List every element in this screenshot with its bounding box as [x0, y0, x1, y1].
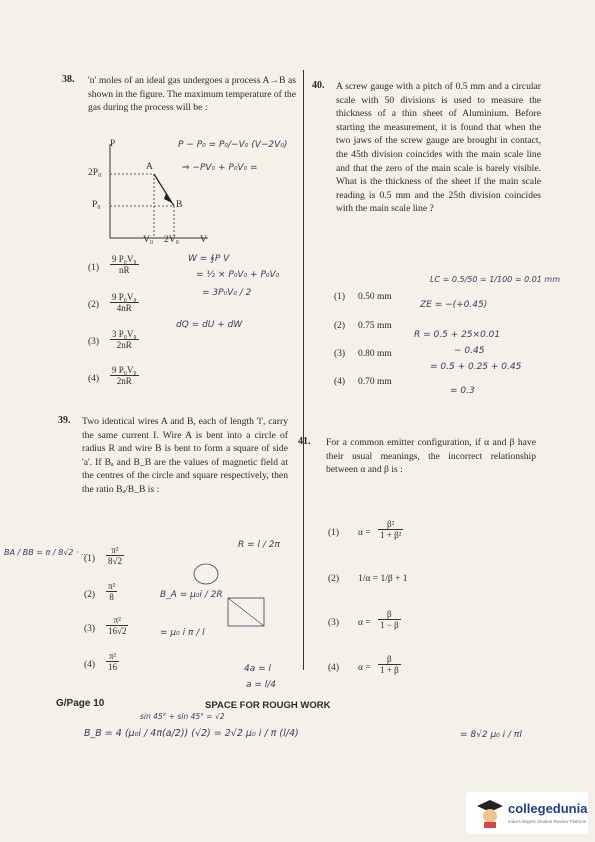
- column-divider: [303, 70, 304, 670]
- q38-opt1-value: $\frac{\text{9 P₀V₀}}{nR}$: [112, 254, 137, 275]
- hw-line-18: B_B = 4 (μ₀i / 4π(a/2)) (√2) = 2√2 μ₀ i / π (l/4): [84, 728, 299, 739]
- q41-opt3-lhs: α =: [358, 618, 371, 628]
- q39-opt1-value: $\frac{\text{π²}}{8√2}$: [108, 545, 122, 566]
- graph-xlabel: V: [200, 235, 207, 245]
- q38-opt1-label: (1): [88, 263, 100, 273]
- brand-tagline: India's largest Student Review Platform: [508, 819, 587, 824]
- hw-margin: BA / BB = π / 8√2 · ...: [4, 548, 89, 557]
- q38-opt3-label: (3): [88, 337, 100, 347]
- q39-opt4-label: (4): [84, 660, 96, 670]
- q41-opt4-lhs: α =: [358, 663, 371, 673]
- q38-text: 'n' moles of an ideal gas undergoes a process A→B as shown in the figure. The maximum temperature of the gas during the process will be :: [88, 75, 296, 114]
- q40-opt3-value: 0.80 mm: [358, 349, 392, 359]
- collegedunia-badge: [466, 792, 588, 834]
- hw-line-14: B_A = μ₀i / 2R: [160, 590, 223, 600]
- graph-ylabel: P: [110, 139, 116, 149]
- q41-text: For a common emitter configuration, if α and β have their usual meanings, the incorrect relationship between α and β is :: [326, 437, 536, 476]
- q38-opt4-value: $\frac{\text{9 P₀V₀}}{2nR}$: [112, 365, 137, 386]
- page-number: G/Page 10: [56, 698, 105, 709]
- hw-line-7: LC = 0.5/50 = 1/100 = 0.01 mm: [430, 275, 561, 284]
- hw-line-5: = 3P₀V₀ / 2: [202, 288, 252, 298]
- graph-point-b: B: [176, 200, 183, 210]
- q40-opt2-label: (2): [334, 321, 346, 331]
- graph-v0: V₀: [143, 235, 154, 245]
- q41-opt3-label: (3): [328, 618, 340, 628]
- q40-opt1-label: (1): [334, 292, 346, 302]
- q38-opt2-label: (2): [88, 300, 100, 310]
- q39-opt3-value: $\frac{\text{π²}}{16√2}$: [108, 615, 127, 636]
- hw-line-15: = μ₀ i π / l: [160, 628, 205, 638]
- hw-line-2: ⇒ −PV₀ + P₀V₀ =: [182, 163, 258, 173]
- graph-2v0: 2V₀: [164, 235, 179, 245]
- hw-line-11: = 0.5 + 0.25 + 0.45: [430, 362, 522, 372]
- graph-point-a: A: [146, 162, 153, 172]
- q41-opt4-label: (4): [328, 663, 340, 673]
- q39-opt3-label: (3): [84, 624, 96, 634]
- q39-number: 39.: [58, 415, 71, 426]
- q38-opt2-value: $\frac{\text{9 P₀V₀}}{4nR}$: [112, 292, 137, 313]
- hw-line-17: a = l/4: [246, 680, 277, 690]
- hw-line-12: = 0.3: [450, 386, 475, 396]
- brand-name: collegedunia: [508, 801, 588, 816]
- q40-opt4-value: 0.70 mm: [358, 377, 392, 387]
- rough-work-heading: SPACE FOR ROUGH WORK: [205, 700, 331, 711]
- q40-opt2-value: 0.75 mm: [358, 321, 392, 331]
- graph-2p0: 2P₀: [88, 168, 102, 178]
- hw-line-10: − 0.45: [454, 346, 485, 356]
- q39-opt2-label: (2): [84, 590, 96, 600]
- hw-line-4: = ½ × P₀V₀ + P₀V₀: [196, 270, 280, 280]
- q40-number: 40.: [312, 80, 325, 91]
- q38-opt4-label: (4): [88, 374, 100, 384]
- q38-opt3-value: $\frac{\text{3 P₀V₀}}{2nR}$: [112, 329, 137, 350]
- q39-opt1-label: (1): [84, 554, 96, 564]
- hw-line-19: = 8√2 μ₀ i / πl: [460, 730, 522, 740]
- hw-line-8: ZE = −(+0.45): [420, 300, 488, 310]
- q39-opt2-value: $\frac{\text{π²}}{8}$: [108, 581, 116, 602]
- q41-opt2-label: (2): [328, 574, 340, 584]
- hw-line-9: R = 0.5 + 25×0.01: [414, 330, 501, 340]
- q41-number: 41.: [298, 436, 311, 447]
- hw-line-3: W = ∮P V: [188, 254, 230, 264]
- graph-p0: P₀: [92, 200, 101, 210]
- q41-opt1-label: (1): [328, 528, 340, 538]
- q41-opt3-value: $\frac{\beta}{1 - \beta}$: [380, 609, 399, 630]
- hw-line-6: dQ = dU + dW: [176, 320, 243, 330]
- q40-opt4-label: (4): [334, 377, 346, 387]
- q39-text: Two identical wires A and B, each of length 'l', carry the same current I. Wire A is bent into a circle of radius R and wire B is bent to form a square of side 'a'. If Bₐ and B_B are the values of magnetic field at the centres of the circle and square respectively, then the ratio Bₐ/B_B is :: [82, 416, 288, 495]
- hw-line-1: P − P₀ = P₀/−V₀ (V−2V₀): [178, 140, 288, 150]
- graduate-logo-icon: [476, 798, 504, 828]
- q41-opt1-value: $\frac{\text{β²}}{\text{1 + β²}}$: [380, 519, 402, 540]
- q41-opt4-value: $\frac{\beta}{1 + \beta}$: [380, 654, 399, 675]
- q38-pv-graph: [80, 138, 210, 248]
- q40-opt3-label: (3): [334, 349, 346, 359]
- q38-number: 38.: [62, 74, 75, 85]
- q41-opt1-lhs: α =: [358, 528, 371, 538]
- q40-opt1-value: 0.50 mm: [358, 292, 392, 302]
- hw-line-20: sin 45° + sin 45° = √2: [140, 712, 225, 721]
- hw-line-13: R = l / 2π: [238, 540, 280, 550]
- q40-text: A screw gauge with a pitch of 0.5 mm and a circular scale with 50 divisions is used to measure the thickness of a thin sheet of Aluminium. Before starting the measurement, it is found that when the two jaws of the screw gauge are brought in contact, the 45th division coincides with the main scale line and that the zero of the main scale is barely visible. What is the thickness of the sheet if the main scale reading is 0.5 mm and the 25th division coincides with the main scale line ?: [336, 81, 541, 215]
- hw-line-16: 4a = l: [244, 664, 272, 674]
- q41-opt2-lhs: 1/α = 1/β + 1: [358, 574, 408, 584]
- q39-opt4-value: $\frac{\text{π²}}{16}$: [108, 651, 117, 672]
